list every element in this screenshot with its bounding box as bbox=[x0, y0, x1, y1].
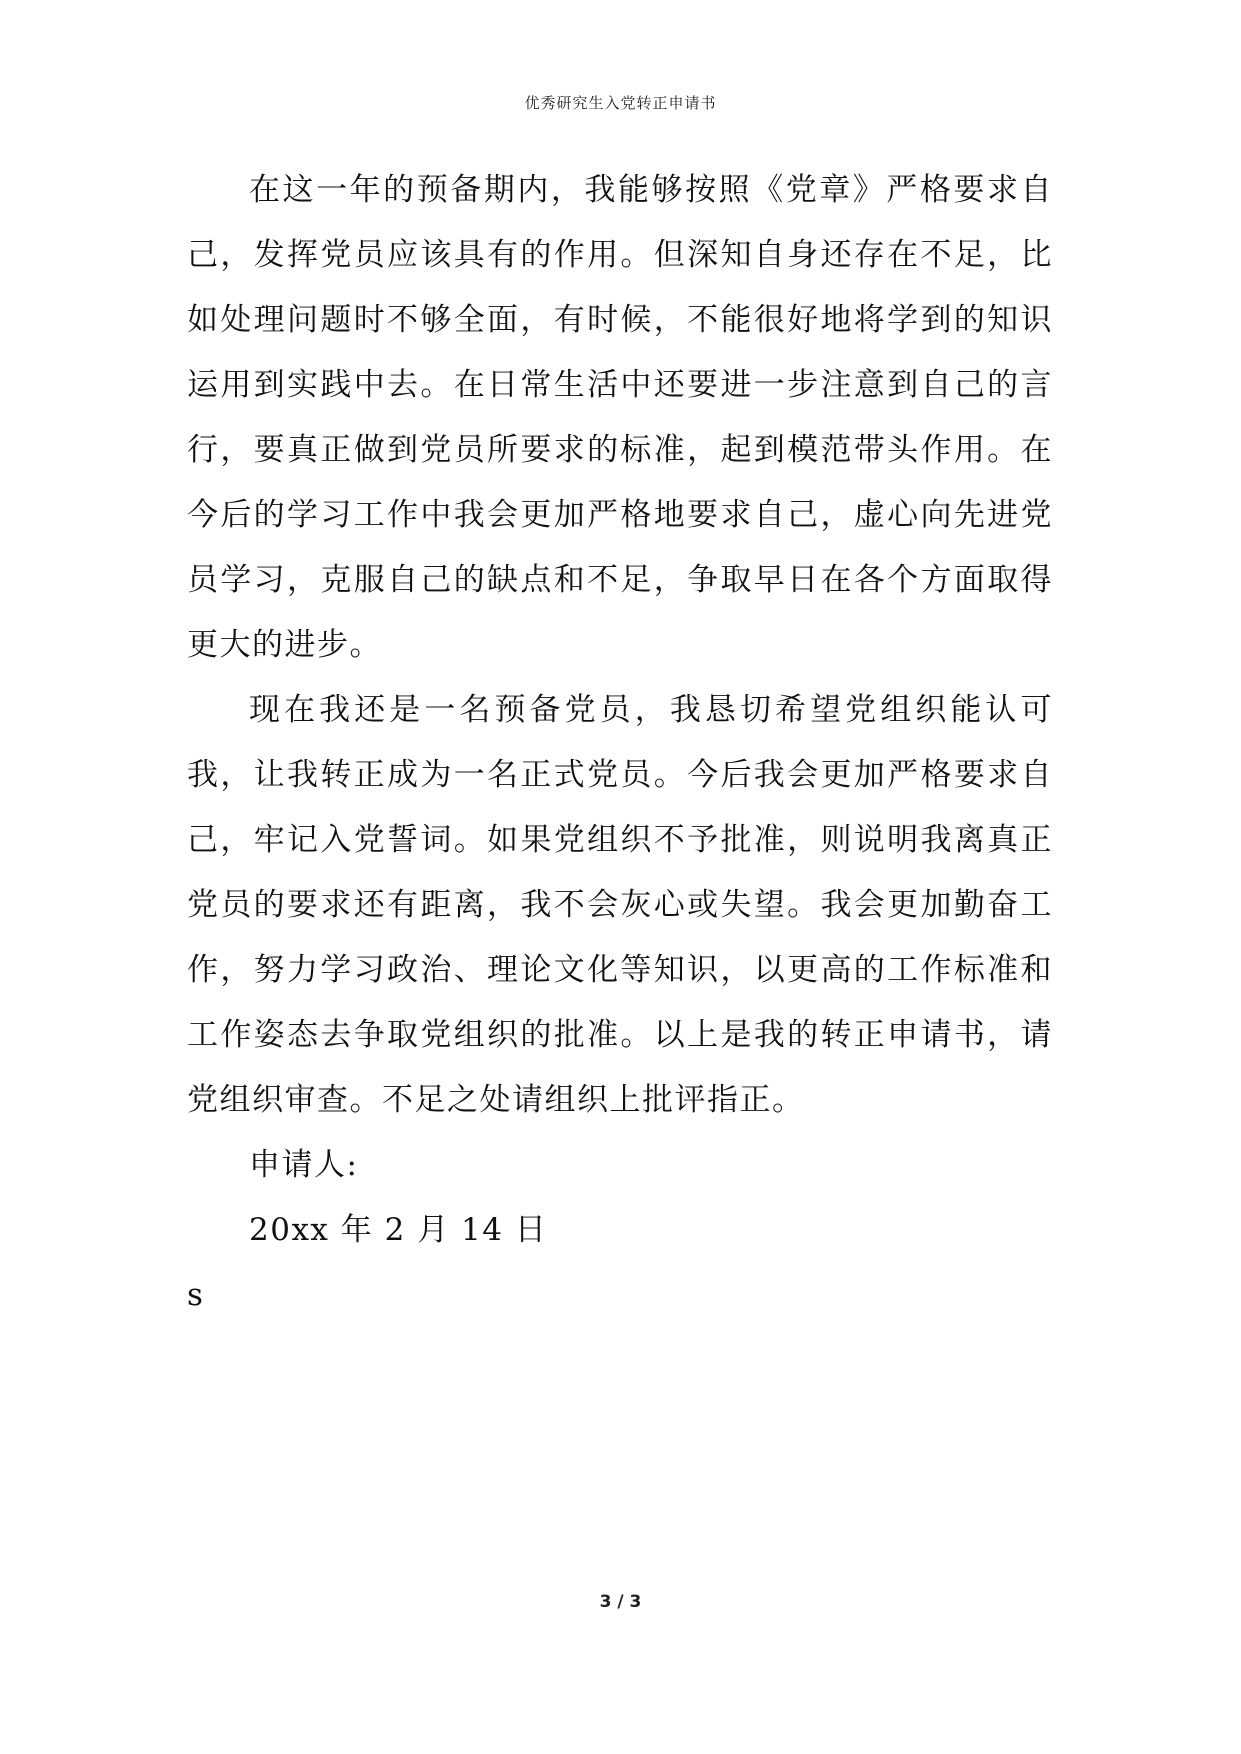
signature-date: 20xx 年 2 月 14 日 bbox=[249, 1212, 548, 1248]
page-header-title: 优秀研究生入党转正申请书 bbox=[524, 94, 717, 112]
document-body bbox=[187, 158, 1053, 1328]
stray-character: s bbox=[187, 1277, 205, 1313]
body-paragraph-1: 在这一年的预备期内，我能够按照《党章》严格要求自己，发挥党员应该具有的作用。但深知自身还存在不足，比如处理问题时不够全面，有时候，不能很好地将学到的知识运用到实践中去。在日常生活中还要进一步注意到自己的言行，要真正做到党员所要求的标准，起到模范带头作用。在今后的学习工作中我会更加严格地要求自己，虚心向先进党员学习，克服自己的缺点和不足，争取早日在各个方面取得更大的进步。 bbox=[187, 172, 1053, 663]
applicant-label: 申请人: bbox=[249, 1147, 359, 1183]
body-paragraph-2: 现在我还是一名预备党员，我恳切希望党组织能认可我，让我转正成为一名正式党员。今后我会更加严格要求自己，牢记入党誓词。如果党组织不予批准，则说明我离真正党员的要求还有距离，我不会灰心或失望。我会更加勤奋工作，努力学习政治、理论文化等知识，以更高的工作标准和工作姿态去争取党组织的批准。以上是我的转正申请书，请党组织审查。不足之处请组织上批评指正。 bbox=[187, 692, 1053, 1118]
page-number: 3 / 3 bbox=[599, 1592, 642, 1612]
